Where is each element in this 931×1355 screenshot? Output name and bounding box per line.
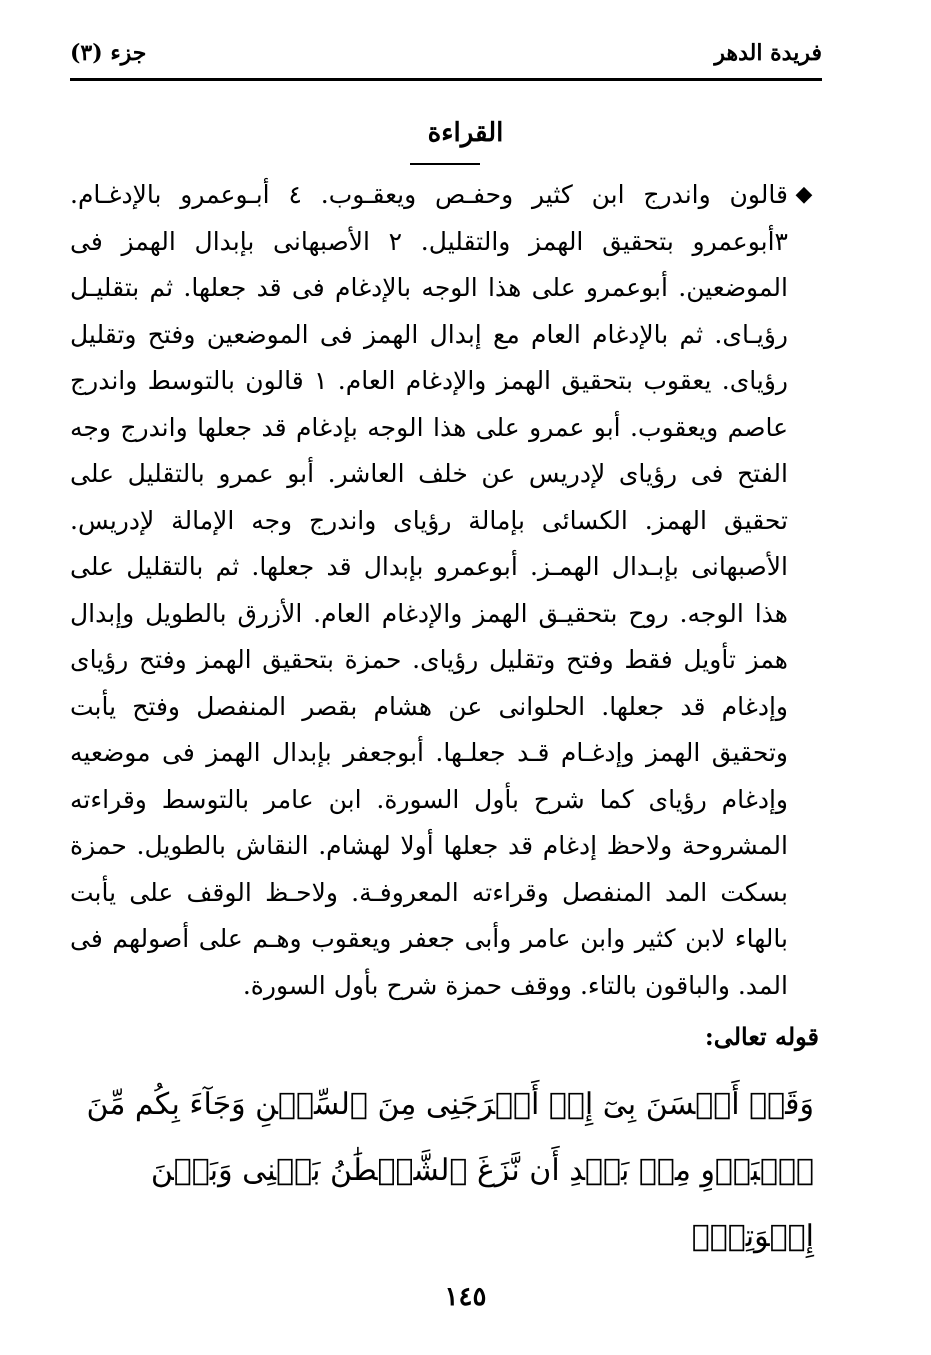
book-title: فريدة الدهر: [714, 40, 822, 66]
verse-label: قوله تعالى:: [704, 1022, 819, 1051]
running-header: [70, 34, 822, 74]
body-paragraph: قالون واندرج ابن كثير وحفـص ويعقـوب. ٤ أبـوعمرو بالإدغـام. ٣أبوعمرو بتحقيق الهمز والتقليل. ٢ الأصبهانى بإبدال الهمز فى الموضعين. أبوعمرو على هذا الوجه بالإدغام فى قد جعلها. ثم بتقليـل رؤيـاى. ثم بالإدغام العام مع إبدال الهمز فى الموضعين وفتح وتقليل رؤياى. يعقوب بتحقيق الهمز والإدغام العام. ١ قالون بالتوسط واندرج عاصم ويعقوب. أبو عمرو على هذا الوجه بإدغام قد جعلها واندرج وجه الفتح فى رؤياى لإدريس عن خلف العاشر. أبو عمرو بالتقليل على تحقيق الهمز. الكسائى بإمالة رؤياى واندرج وجه الإمالة لإدريس. الأصبهانى بإبـدال الهمـز. أبوعمرو بإبدال قد جعلها. ثم بالتقليل على هذا الوجه. روح بتحقيـق الهمز والإدغام العام. الأزرق بالطويل وإبدال همز تأويل فقط وفتح وتقليل رؤياى. حمزة بتحقيق الهمز وفتح رؤياى وإدغام قد جعلها. الحلوانى عن هشام بقصر المنفصل وفتح يأبت وتحقيق الهمز وإدغـام قـد جعلـها. أبوجعفر بإبدال الهمز فى موضعيه وإدغام رؤياى كما شرح بأول السورة. ابن عامر بالتوسط وقراءته المشروحة ولاحظ إدغام قد جعلها أولا لهشام. النقاش بالطويل. حمزة بسكت المد المنفصل وقراءته المعروفـة. ولاحـظ الوقف على يأبت بالهاء لابن كثير وابن عامر وأبى جعفر ويعقوب وهـم على أصولهم فى المد. والباقون بالتاء. ووقف حمزة شرح بأول السورة.: [70, 180, 788, 1000]
quran-verse: وَقَدۡ أَحۡسَنَ بِىٓ إِذۡ أَخۡرَجَنِى مِنَ ٱلسِّجۡنِ وَجَآءَ بِكُم مِّنَ ٱلۡبَدۡوِ مِنۢ بَعۡدِ أَن نَّزَغَ ٱلشَّيۡطَٰنُ بَيۡنِى وَبَيۡنَ إِخۡوَتِىٓۚ: [86, 1087, 814, 1254]
part-label: جزء (٣): [70, 40, 147, 66]
header-rule: [70, 78, 822, 81]
section-title: القراءة: [427, 118, 504, 148]
section-title-underline: [410, 163, 480, 165]
diamond-bullet-icon: ◆: [795, 182, 813, 207]
page-number: ١٤٥: [444, 1282, 487, 1312]
